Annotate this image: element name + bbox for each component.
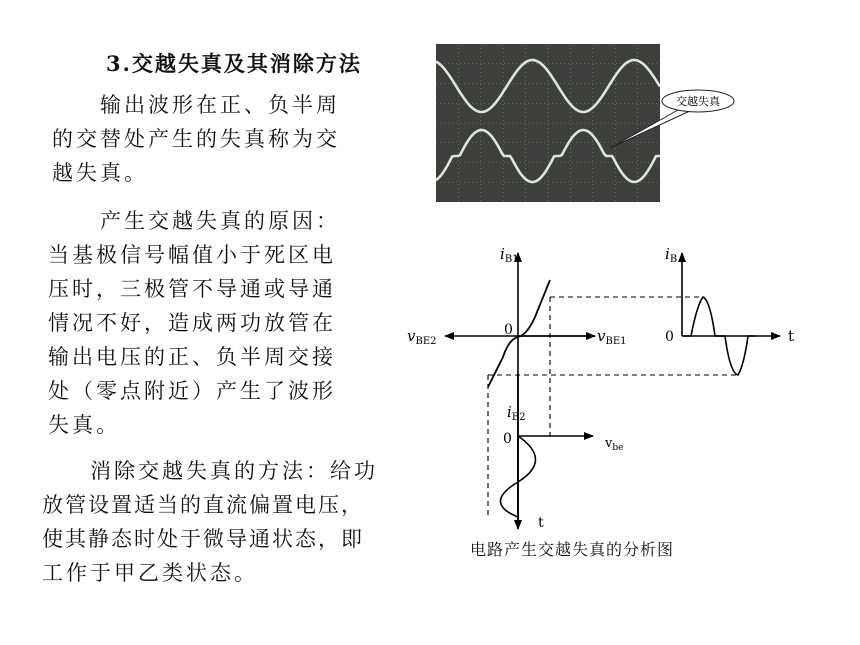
ib1-label: $i_{B1}$: [500, 245, 519, 265]
vbe1-label: $v_{BE1}$: [597, 327, 627, 347]
para3-line2: 放管设置适当的直流偏置电压，: [42, 493, 364, 517]
vbe-origin-label: 0: [503, 431, 512, 447]
ib-origin-label: 0: [665, 329, 674, 345]
projection-lines: [488, 297, 738, 517]
vbe2-label: $v_{BE2}$: [407, 327, 437, 347]
callout-pointer: [610, 110, 692, 148]
para2-line7: 失真。: [48, 413, 120, 437]
para1-line2: 的交替处产生的失真称为交: [52, 127, 340, 151]
para2-line3: 压时，三极管不导通或导通: [48, 277, 336, 301]
origin-label: 0: [504, 322, 513, 338]
para2-line5: 输出电压的正、负半周交接: [48, 345, 336, 369]
vbe-label: $v_{be}$: [605, 436, 624, 453]
para2-line2: 当基极信号幅值小于死区电: [48, 243, 336, 267]
t-label-right: t: [788, 327, 795, 345]
para3-line3: 使其静态时处于微导通状态，即: [42, 527, 364, 551]
crossover-analysis-diagram: [395, 235, 815, 535]
para1-line3: 越失真。: [52, 161, 148, 185]
callout-layer: [600, 80, 750, 160]
callout-label: 交越失真: [676, 95, 720, 108]
para2-line6: 处（零点附近）产生了波形: [48, 379, 336, 403]
para2-line4: 情况不好，造成两功放管在: [48, 311, 336, 335]
para3-line1: 消除交越失真的方法：给功: [90, 459, 378, 483]
transfer-curve: [488, 280, 550, 387]
para1-line1: 输出波形在正、负半周: [100, 93, 340, 117]
para2-line1: 产生交越失真的原因：: [100, 209, 340, 233]
ib2-label: $i_{B2}$: [507, 403, 526, 423]
t-label-bottom: t: [538, 515, 544, 531]
diagram-caption: 电路产生交越失真的分析图: [470, 540, 675, 559]
para3-line4: 工作于甲乙类状态。: [42, 561, 258, 585]
ib-label: $i_B$: [665, 245, 678, 265]
section-title: 3.交越失真及其消除方法: [106, 51, 362, 76]
